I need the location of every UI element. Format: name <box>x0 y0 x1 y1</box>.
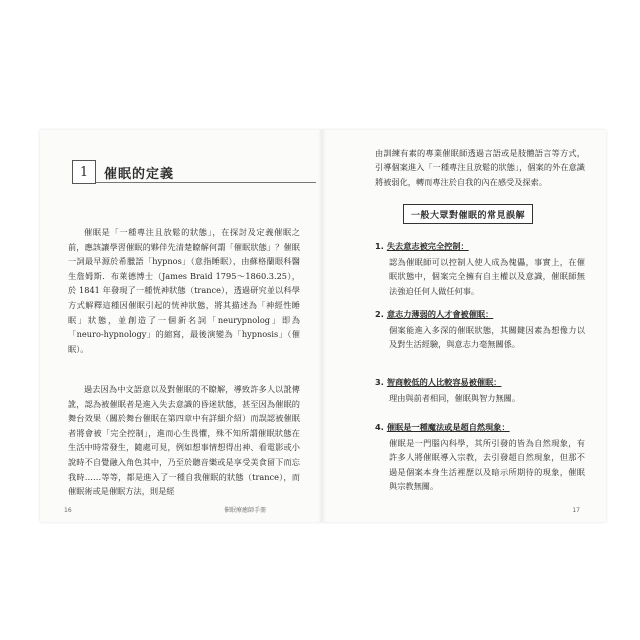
misconception-text: 催眠是一門腦內科學，其所引發的皆為自然現象，有許多人將催眠導入宗教，去引發超自然現象，但那不過是個案本身生活裡歷以及暗示所期待的現象，催眠與宗教無關。 <box>389 438 585 492</box>
misconception-text: 個案能進入多深的催眠狀態，其關鍵因素為想像力以及對生活經驗，與意志力毫無關係。 <box>389 325 585 350</box>
misconception-number: 4. <box>375 422 384 432</box>
misconception-text: 理由與前者相同，催眠與智力無關。 <box>389 393 521 403</box>
misconception-text: 認為催眠師可以控制人使人成為傀儡，事實上，在催眠狀態中，個案完全擁有自主權以及意識，催眠師無法強迫任何人做任何事。 <box>389 257 585 296</box>
misconception-heading <box>375 420 585 434</box>
chapter-title-rule <box>96 182 316 183</box>
misconception-number: 2. <box>375 309 384 319</box>
section-title: 一般大眾對催眠的常見誤解 <box>410 210 525 221</box>
misconception-item <box>375 307 585 352</box>
page-number: 17 <box>572 507 580 514</box>
chapter-heading <box>72 160 174 184</box>
continuation-paragraph: 由訓練有素的專業催眠師透過言語或是肢體語言等方式，引導個案進入「一種專注且放鬆的狀態」，個案的外在意識將被弱化，轉而專注於自我的內在感受及探索。 <box>375 148 585 187</box>
misconception-heading <box>375 239 585 253</box>
chapter-title: 催眠的定義 <box>104 166 175 182</box>
misconception-heading-text: 催眠是一種魔法或是超自然現象： <box>386 422 510 432</box>
misconception-heading-text: 意志力薄弱的人才會被催眠： <box>386 309 494 319</box>
chapter-number-box: 1 <box>72 160 96 184</box>
body-paragraph: 過去因為中文語意以及對催眠的不瞭解，導致許多人以訛傳訛，認為被催眠者是進入失去意識的昏迷狀態，甚至因為催眠的舞台效果（關於舞台催眠在第四章中有詳細介紹）而誤認被催眠者將會被「完全控制」，進而心生畏懼，殊不知所謂催眠狀態在生活中時常發生，隨處可見，例如想事情想得出神、看電影或小說時不自覺融入角色其中，乃至於聽音樂或是享受美食留下而忘我時……等等，都是進入了一種自我催眠的狀態（trance），而催眠術或是催眠方法，則是經 <box>68 384 300 497</box>
running-head: 催眠療癒師手冊 <box>224 507 267 514</box>
left-page <box>40 130 323 522</box>
body-paragraph: 催眠是「一種專注且放鬆的狀態」，在探討及定義催眠之前，應該讓學習催眠的夥伴先清楚瞭解何謂「催眠狀態」？催眠一詞最早源於希臘語「hypnos」（意指睡眠），由蘇格蘭眼科醫生詹姆斯．布萊德博士（James Braid 1795～1860.3.25），於 1841 年發現了一種恍神狀態（trance），透過研究並以科學方式解釋這種因催眠引起的恍神狀態，將其描述為「神經性睡眠」狀態，並創造了一個新名詞「neurypnolog」即為「neuro-hypnology」的縮寫，最後演變為「hypnosis」（催眠）。 <box>68 227 300 354</box>
misconception-item <box>375 420 585 494</box>
misconception-heading <box>375 375 585 389</box>
book-gutter-shadow <box>318 130 326 522</box>
misconception-heading-text: 智商較低的人比較容易被催眠： <box>386 377 502 387</box>
misconception-item <box>375 239 585 298</box>
right-page <box>323 130 606 522</box>
misconception-number: 3. <box>375 377 384 387</box>
misconception-heading-text: 失去意志被完全控制： <box>386 241 469 251</box>
misconception-item <box>375 375 585 405</box>
misconception-heading <box>375 307 585 321</box>
misconception-number: 1. <box>375 241 384 251</box>
section-title-box <box>403 204 533 224</box>
page-number: 16 <box>64 507 72 514</box>
